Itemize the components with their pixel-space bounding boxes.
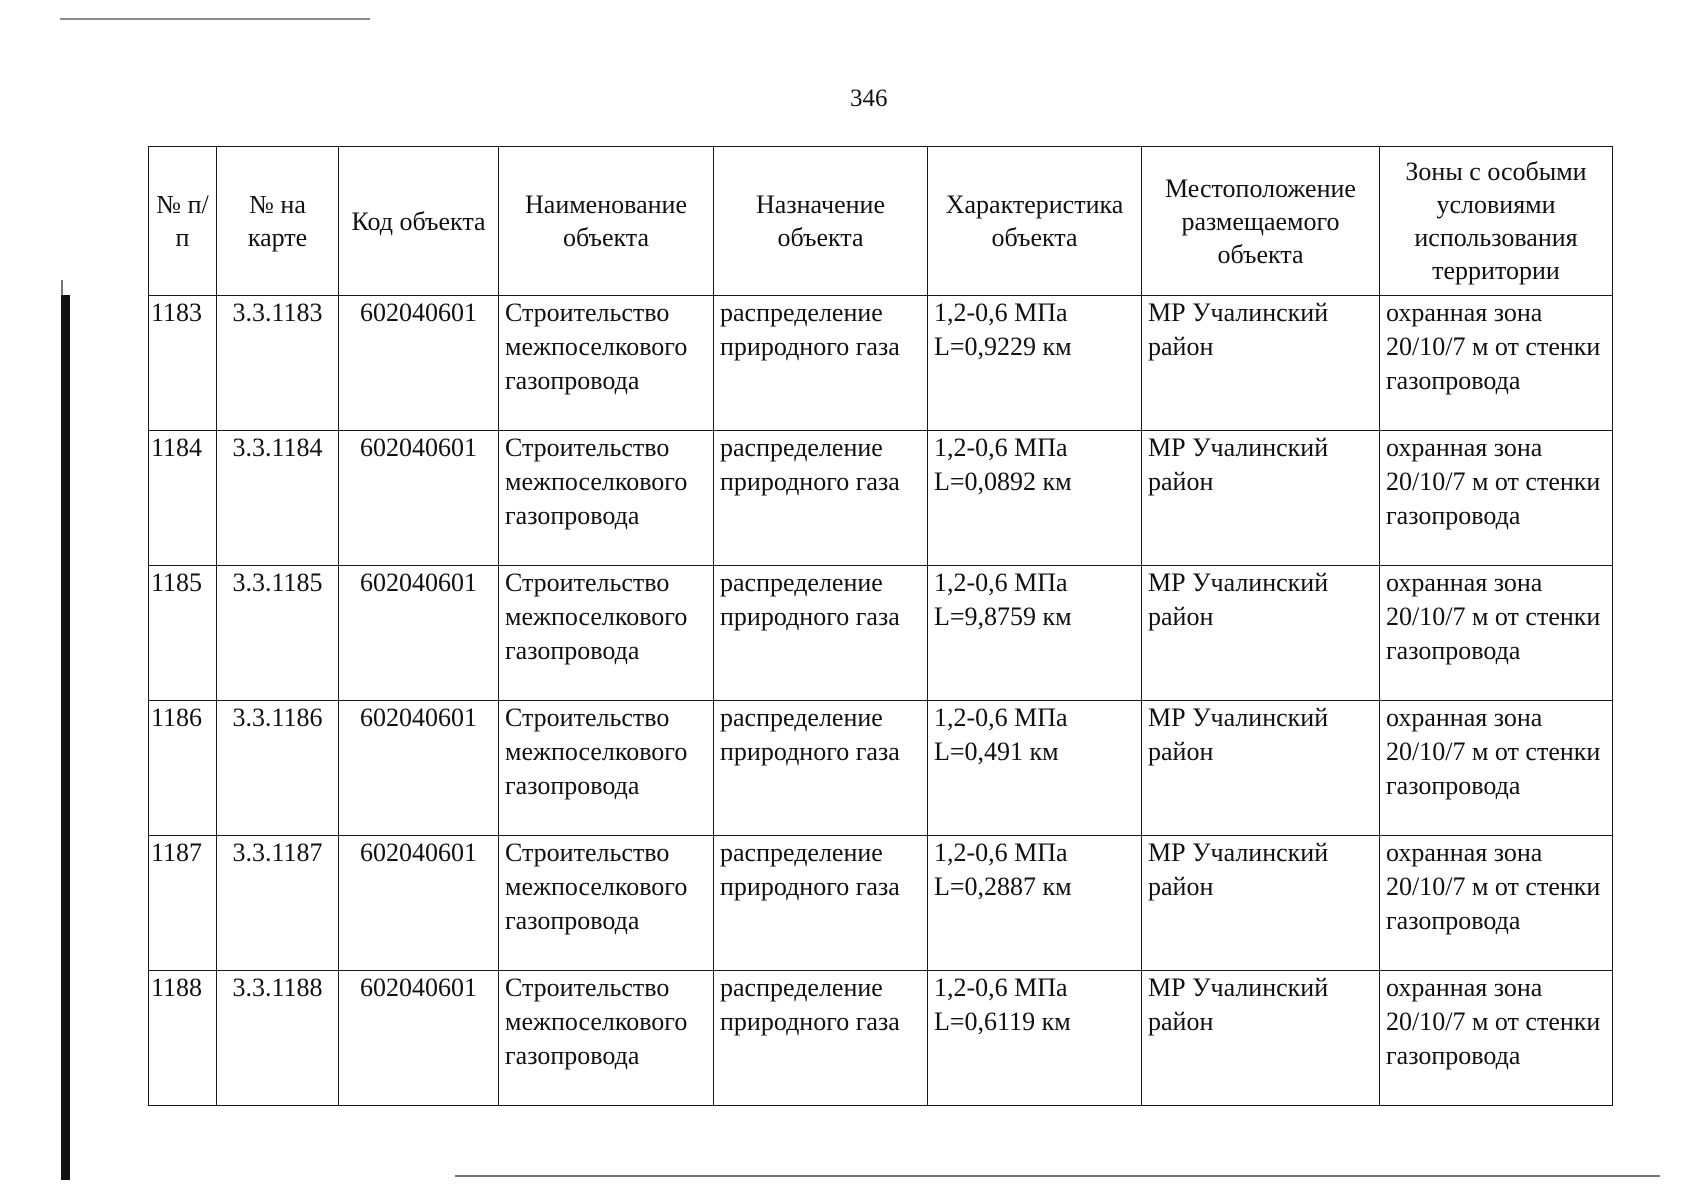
cell-object-code: 602040601: [339, 701, 499, 836]
cell-num: 1183: [149, 296, 217, 431]
cell-map-number: 3.3.1188: [217, 971, 339, 1106]
cell-object-name: Строительство межпоселкового газопровода: [499, 836, 714, 971]
cell-object-location: МР Учалинский район: [1142, 566, 1380, 701]
cell-special-zones: охранная зона 20/10/7 м от стенки газопровода: [1380, 971, 1613, 1106]
cell-object-name: Строительство межпоселкового газопровода: [499, 701, 714, 836]
cell-object-name: Строительство межпоселкового газопровода: [499, 431, 714, 566]
cell-object-name: Строительство межпоселкового газопровода: [499, 566, 714, 701]
header-object-code: Код объекта: [339, 147, 499, 296]
cell-object-code: 602040601: [339, 431, 499, 566]
cell-map-number: 3.3.1184: [217, 431, 339, 566]
cell-num: 1185: [149, 566, 217, 701]
header-num: № п/п: [149, 147, 217, 296]
cell-object-characteristic: 1,2-0,6 МПа L=0,9229 км: [928, 296, 1142, 431]
cell-num: 1187: [149, 836, 217, 971]
cell-num: 1188: [149, 971, 217, 1106]
cell-object-location: МР Учалинский район: [1142, 971, 1380, 1106]
cell-map-number: 3.3.1183: [217, 296, 339, 431]
table-row: [149, 701, 1613, 836]
cell-object-code: 602040601: [339, 296, 499, 431]
table-row: [149, 431, 1613, 566]
header-row: [149, 147, 1613, 296]
cell-object-purpose: распределение природного газа: [714, 431, 928, 566]
cell-num: 1184: [149, 431, 217, 566]
header-object-purpose: Назначение объекта: [714, 147, 928, 296]
cell-object-code: 602040601: [339, 971, 499, 1106]
cell-object-name: Строительство межпоселкового газопровода: [499, 296, 714, 431]
cell-object-characteristic: 1,2-0,6 МПа L=0,0892 км: [928, 431, 1142, 566]
table-row: [149, 296, 1613, 431]
scan-edge-line-top: [60, 18, 370, 20]
page-number: 346: [850, 85, 888, 112]
cell-object-purpose: распределение природного газа: [714, 836, 928, 971]
table-header: [149, 147, 1613, 296]
scan-binding-bar: [61, 295, 70, 1180]
cell-object-purpose: распределение природного газа: [714, 566, 928, 701]
cell-object-name: Строительство межпоселкового газопровода: [499, 971, 714, 1106]
cell-object-purpose: распределение природного газа: [714, 701, 928, 836]
cell-object-code: 602040601: [339, 566, 499, 701]
cell-object-location: МР Учалинский район: [1142, 701, 1380, 836]
cell-special-zones: охранная зона 20/10/7 м от стенки газопровода: [1380, 431, 1613, 566]
cell-object-characteristic: 1,2-0,6 МПа L=0,491 км: [928, 701, 1142, 836]
cell-object-location: МР Учалинский район: [1142, 431, 1380, 566]
cell-special-zones: охранная зона 20/10/7 м от стенки газопровода: [1380, 836, 1613, 971]
cell-special-zones: охранная зона 20/10/7 м от стенки газопровода: [1380, 701, 1613, 836]
cell-object-purpose: распределение природного газа: [714, 971, 928, 1106]
cell-special-zones: охранная зона 20/10/7 м от стенки газопровода: [1380, 566, 1613, 701]
header-object-name: Наименование объекта: [499, 147, 714, 296]
header-map-number: № на карте: [217, 147, 339, 296]
table-row: [149, 836, 1613, 971]
table-row: [149, 566, 1613, 701]
cell-object-location: МР Учалинский район: [1142, 836, 1380, 971]
objects-table: [148, 146, 1613, 1106]
cell-object-characteristic: 1,2-0,6 МПа L=0,6119 км: [928, 971, 1142, 1106]
header-object-location: Местоположение размещаемого объекта: [1142, 147, 1380, 296]
cell-map-number: 3.3.1186: [217, 701, 339, 836]
cell-map-number: 3.3.1185: [217, 566, 339, 701]
cell-num: 1186: [149, 701, 217, 836]
cell-object-code: 602040601: [339, 836, 499, 971]
cell-object-characteristic: 1,2-0,6 МПа L=0,2887 км: [928, 836, 1142, 971]
header-object-characteristic: Характеристика объекта: [928, 147, 1142, 296]
cell-special-zones: охранная зона 20/10/7 м от стенки газопровода: [1380, 296, 1613, 431]
header-special-zones: Зоны с особыми условиями использования территории: [1380, 147, 1613, 296]
cell-map-number: 3.3.1187: [217, 836, 339, 971]
cell-object-purpose: распределение природного газа: [714, 296, 928, 431]
table-row: [149, 971, 1613, 1106]
table-body: [149, 296, 1613, 1106]
cell-object-characteristic: 1,2-0,6 МПа L=9,8759 км: [928, 566, 1142, 701]
scan-edge-line-bottom: [455, 1175, 1660, 1177]
cell-object-location: МР Учалинский район: [1142, 296, 1380, 431]
